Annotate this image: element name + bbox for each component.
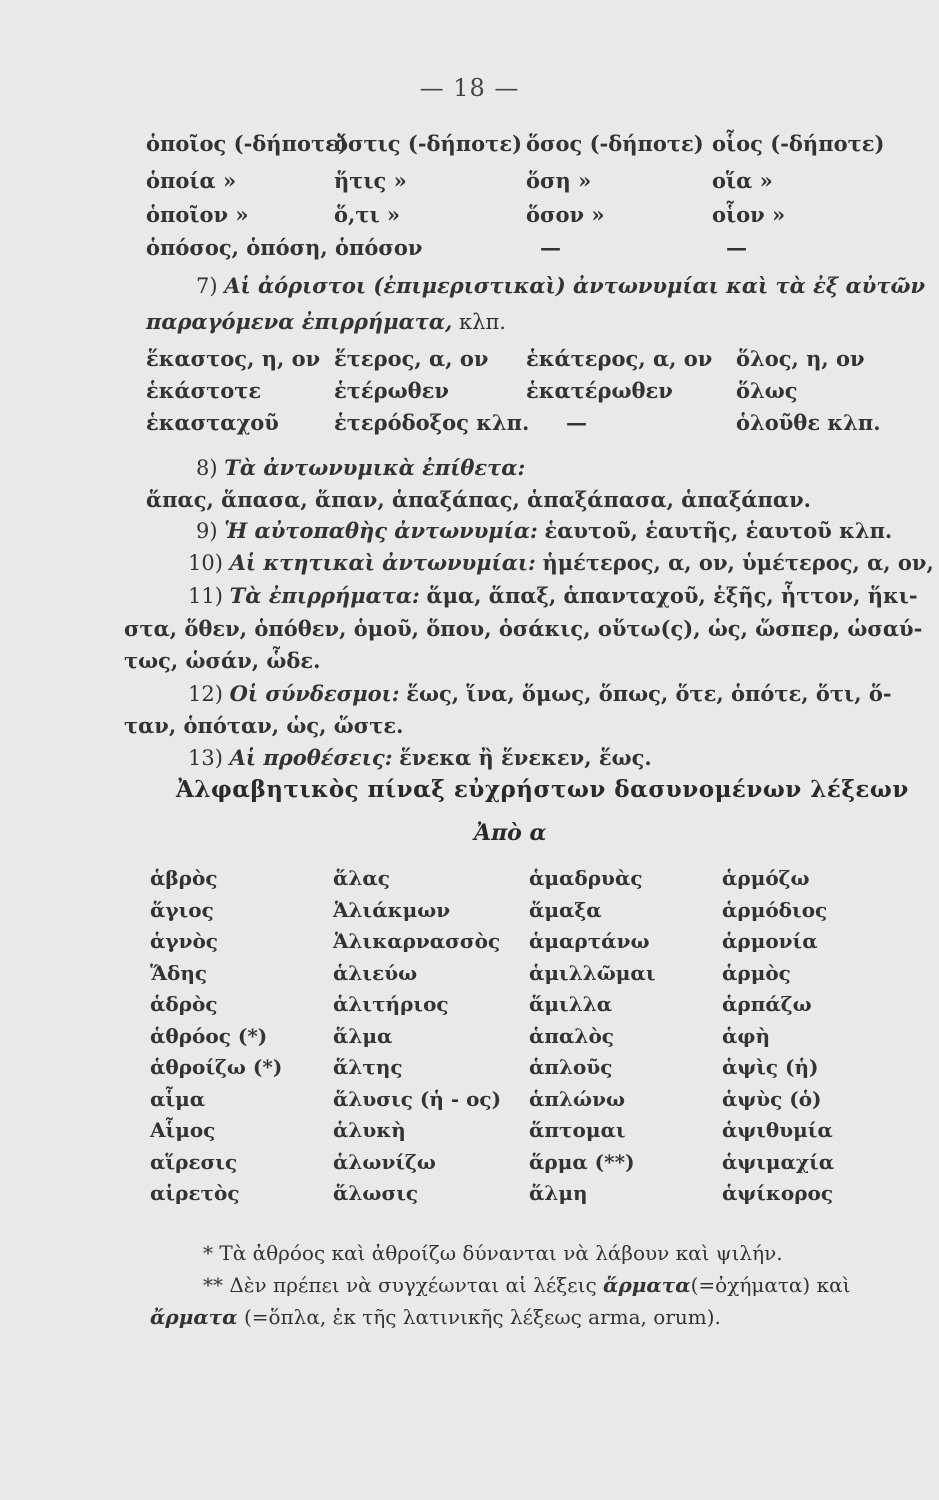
list-item: ἁρπάζω xyxy=(722,992,812,1016)
list-item: ἁφὴ xyxy=(722,1023,771,1048)
section-number: 8) xyxy=(196,456,218,480)
list-item: Ἅδης xyxy=(150,960,208,985)
section-8-title xyxy=(196,455,525,480)
section-heading: Τὰ ἐπιρρήματα: xyxy=(229,583,420,608)
footnote-1 xyxy=(203,1241,783,1265)
list-item: ἁλωνίζω xyxy=(333,1149,436,1174)
list-item: ἅλμη xyxy=(529,1181,588,1205)
table-cell: ὅσον » xyxy=(526,202,605,227)
table-cell: οἷον » xyxy=(712,202,786,227)
section-heading: Ἡ αὐτοπαθὴς ἀντωνυμία: xyxy=(224,518,538,543)
section-8-body xyxy=(146,487,811,512)
alphabetical-subheading: Ἀπὸ α xyxy=(474,820,547,846)
section-12 xyxy=(188,681,892,706)
section-number: 9) xyxy=(196,519,218,543)
table-cell: ὅλως xyxy=(736,378,798,403)
list-item: αἵρεσις xyxy=(150,1149,238,1174)
list-item: ἁρμὸς xyxy=(722,960,791,985)
table-cell: ἑκατέρωθεν xyxy=(526,378,673,403)
section-heading: Οἱ σύνδεσμοι: xyxy=(229,681,400,706)
table-cell: ἑκάστοτε xyxy=(146,378,262,403)
section-body: ἑαυτοῦ, ἑαυτῆς, ἑαυτοῦ κλπ. xyxy=(544,518,893,543)
section-number: 7) xyxy=(196,274,218,298)
section-heading: Τὰ ἀντωνυμικὰ ἐπίθετα: xyxy=(224,455,526,480)
table-row xyxy=(0,235,939,269)
section-body: ἅμα, ἅπαξ, ἁπανταχοῦ, ἑξῆς, ἧττον, ἥκι- xyxy=(426,583,918,608)
section-body: στα, ὅθεν, ὁπόθεν, ὁμοῦ, ὅπου, ὁσάκις, οὕτω(ς), ὡς, ὥσπερ, ὡσαύ- xyxy=(124,616,923,641)
list-item: ἁψὶς (ἡ) xyxy=(722,1055,819,1079)
list-item: ἁλιεύω xyxy=(333,960,418,985)
list-item: ἁψιμαχία xyxy=(722,1149,835,1174)
table-cell: ἑκάτερος, α, ον xyxy=(526,346,713,371)
list-item: ἁψὺς (ὁ) xyxy=(722,1086,822,1111)
list-item: ἅλωσις xyxy=(333,1181,419,1205)
table-row xyxy=(0,346,939,380)
section-11 xyxy=(188,583,918,608)
list-item: ἁμιλλῶμαι xyxy=(529,960,656,985)
list-item: ἁβρὸς xyxy=(150,866,218,890)
table-cell: ὅ,τι » xyxy=(334,202,401,227)
footnote-term: ἅρματα xyxy=(603,1273,691,1297)
list-item: ἁμαδρυὰς xyxy=(529,866,643,890)
table-cell: ὅση » xyxy=(526,168,592,193)
list-item: αἷμα xyxy=(150,1086,206,1111)
section-12-cont xyxy=(124,713,403,738)
footnote-text: Τὰ ἀθρόος καὶ ἀθροίζω δύνανται νὰ λάβουν καὶ ψιλήν. xyxy=(219,1241,783,1265)
section-body: τως, ὡσάν, ὧδε. xyxy=(124,648,321,673)
table-cell: ἕτερος, α, ον xyxy=(334,346,489,371)
table-cell: ἕκαστος, η, ον xyxy=(146,346,321,371)
table-cell: ὁποῖος (-δήποτε) xyxy=(146,131,348,156)
section-number: 12) xyxy=(188,682,223,706)
section-heading: Αἱ κτητικαὶ ἀντωνυμίαι: xyxy=(229,550,536,575)
list-item: ἅλας xyxy=(333,866,390,890)
table-cell: οἵα » xyxy=(712,168,773,193)
footnote-marker: ** xyxy=(203,1273,223,1297)
word-column-3 xyxy=(529,866,729,1213)
section-heading-tail: κλπ. xyxy=(459,310,506,334)
section-heading: Αἱ ἀόριστοι (ἐπιμεριστικαὶ) ἀντωνυμίαι καὶ τὰ ἐξ αὐτῶν xyxy=(224,273,926,298)
table-cell: — xyxy=(566,410,587,435)
footnote-marker: * xyxy=(203,1241,213,1265)
list-item: αἱρετὸς xyxy=(150,1181,240,1205)
table-cell: — xyxy=(726,235,747,260)
table-cell: ὅστις (-δήποτε) xyxy=(334,131,523,156)
list-item: ἁπαλὸς xyxy=(529,1023,614,1048)
table-cell: ἥτις » xyxy=(334,168,407,193)
table-row xyxy=(0,202,939,236)
section-number: 11) xyxy=(188,584,223,608)
footnote-2-cont xyxy=(150,1305,721,1329)
list-item: ἅλτης xyxy=(333,1055,403,1079)
list-item: ἅρμα (**) xyxy=(529,1149,635,1174)
table-row xyxy=(0,378,939,412)
list-item: ἁπλοῦς xyxy=(529,1055,613,1079)
list-item: ἁρμόδιος xyxy=(722,897,828,922)
section-number: 10) xyxy=(188,551,223,575)
table-row xyxy=(0,410,939,444)
table-cell: — xyxy=(540,235,561,260)
table-cell: ἑτέρωθεν xyxy=(334,378,449,403)
word-column-1 xyxy=(150,866,350,1213)
list-item: ἁψίκορος xyxy=(722,1181,834,1205)
section-9 xyxy=(196,518,892,543)
list-item: Αἷμος xyxy=(150,1118,216,1142)
section-body: ταν, ὁπόταν, ὡς, ὥστε. xyxy=(124,713,404,738)
table-cell: οἷος (-δήποτε) xyxy=(712,131,885,156)
alphabetical-heading: Ἀλφαβητικὸς πίναξ εὐχρήστων δασυνομένων λέξεων xyxy=(176,776,909,803)
section-body: ἕως, ἵνα, ὅμως, ὅπως, ὅτε, ὁπότε, ὅτι, ὅ- xyxy=(406,681,892,706)
table-cell: ὅλος, η, ον xyxy=(736,346,865,371)
section-7-title xyxy=(196,273,925,298)
table-cell: ὁπόσος, ὁπόση, ὁπόσον xyxy=(146,235,423,260)
table-cell: ὁποῖον » xyxy=(146,202,249,227)
footnote-text: (=ὀχήματα) καὶ xyxy=(690,1273,851,1297)
section-7-title-cont xyxy=(146,309,506,334)
section-11-cont xyxy=(124,648,320,673)
list-item: ἁλιτήριος xyxy=(333,992,449,1016)
section-body: ἕνεκα ἢ ἕνεκεν, ἕως. xyxy=(399,745,652,770)
section-11-cont xyxy=(124,616,922,641)
table-cell: ὁποία » xyxy=(146,168,237,193)
footnote-2 xyxy=(203,1273,850,1297)
word-column-2 xyxy=(333,866,533,1213)
list-item: ἁγνὸς xyxy=(150,929,218,953)
list-item: ἅμαξα xyxy=(529,897,602,922)
list-item: ἁρμόζω xyxy=(722,866,810,890)
list-item: ἁπλώνω xyxy=(529,1086,626,1111)
list-item: ἁμαρτάνω xyxy=(529,929,650,953)
table-cell: ἑτερόδοξος κλπ. xyxy=(334,410,530,435)
section-10 xyxy=(188,550,934,575)
list-item: ἅγιος xyxy=(150,897,214,922)
list-item: ἁθροίζω (*) xyxy=(150,1055,283,1079)
list-item: ἁδρὸς xyxy=(150,992,218,1016)
table-cell: ὅσος (-δήποτε) xyxy=(526,131,704,156)
footnote-text: (=ὅπλα, ἐκ τῆς λατινικῆς λέξεως arma, orum). xyxy=(243,1305,721,1329)
section-13 xyxy=(188,745,652,770)
list-item: ἅπτομαι xyxy=(529,1118,626,1142)
list-item: ἁθρόος (*) xyxy=(150,1023,268,1048)
page-number: — 18 — xyxy=(419,74,520,102)
section-heading-cont: παραγόμενα ἐπιρρήματα, xyxy=(146,309,453,334)
list-item: ἁλυκὴ xyxy=(333,1118,406,1142)
list-item: ἅλυσις (ἡ - ος) xyxy=(333,1086,502,1111)
table-cell: ὁλοῦθε κλπ. xyxy=(736,410,881,435)
word-column-4 xyxy=(722,866,922,1213)
list-item: ἁρμονία xyxy=(722,929,818,953)
section-body: ἅπας, ἅπασα, ἅπαν, ἁπαξάπας, ἁπαξάπασα, ἁπαξάπαν. xyxy=(146,487,811,512)
table-row xyxy=(0,131,939,165)
section-body: ἡμέτερος, α, ον, ὑμέτερος, α, ον, xyxy=(542,550,934,575)
list-item: ἅμιλλα xyxy=(529,992,613,1016)
list-item: Ἁλικαρνασσὸς xyxy=(333,929,501,953)
footnote-text: Δὲν πρέπει νὰ συγχέωνται αἱ λέξεις xyxy=(229,1273,597,1297)
table-cell: ἑκασταχοῦ xyxy=(146,410,279,435)
list-item: Ἁλιάκμων xyxy=(333,897,451,922)
list-item: ἁψιθυμία xyxy=(722,1118,833,1142)
list-item: ἅλμα xyxy=(333,1023,393,1048)
section-heading: Αἱ προθέσεις: xyxy=(229,745,393,770)
footnote-term: ἄρματα xyxy=(150,1305,238,1329)
section-number: 13) xyxy=(188,746,223,770)
table-row xyxy=(0,168,939,202)
